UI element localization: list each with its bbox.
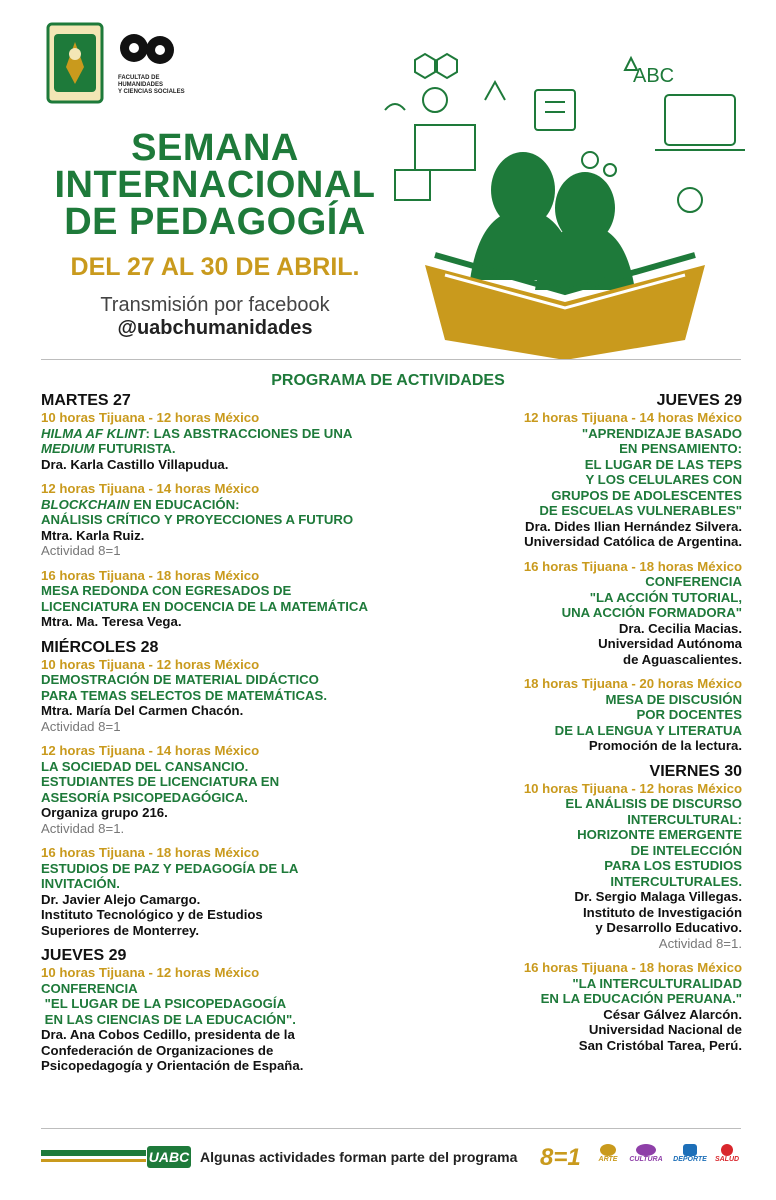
heart-icon <box>721 1144 733 1156</box>
event-title-line: UNA ACCIÓN FORMADORA" <box>561 605 742 620</box>
event-note: Actividad 8=1 <box>41 718 121 734</box>
event-title <box>41 497 441 513</box>
event-speaker: Dr. Javier Alejo Camargo. <box>41 891 201 907</box>
event-speaker: Dra. Karla Castillo Villapudua. <box>41 456 229 472</box>
category-label: DEPORTE <box>673 1156 707 1163</box>
event-item <box>412 676 742 754</box>
event-speaker: Instituto de Investigación <box>583 904 742 920</box>
event-title-line: GRUPOS DE ADOLESCENTES <box>551 487 742 503</box>
event-speaker: Mtra. Ma. Teresa Vega. <box>41 614 182 629</box>
event-dates: DEL 27 AL 30 DE ABRIL. <box>70 253 360 281</box>
event-speaker: San Cristóbal Tarea, Perú. <box>578 1037 742 1053</box>
event-title-line: EN LA EDUCACIÓN PERUANA." <box>540 991 742 1006</box>
event-time: 18 horas Tijuana - 20 horas México <box>523 676 742 691</box>
event-title-line: Y LOS CELULARES CON <box>585 472 742 487</box>
event-speaker: Superiores de Monterrey. <box>41 922 200 938</box>
event-title-line: "EL LUGAR DE LA PSICOPEDAGOGÍA <box>41 996 287 1011</box>
runner-icon <box>683 1144 697 1156</box>
abc-text: ABC <box>633 65 675 87</box>
event-speaker: Mtra. María Del Carmen Chacón. <box>41 703 244 718</box>
title-part: : LAS ABSTRACCIONES DE UNA <box>145 425 353 441</box>
event-title-line: CONFERENCIA <box>645 574 742 589</box>
title-emphasis: HILMA AF KLINT <box>41 425 146 441</box>
event-item <box>41 568 441 630</box>
event-time: 10 horas Tijuana - 12 horas México <box>41 410 260 425</box>
event-time: 16 horas Tijuana - 18 horas México <box>41 845 260 860</box>
event-speaker: César Gálvez Alarcón. <box>603 1006 742 1022</box>
event-time: 16 horas Tijuana - 18 horas México <box>523 960 742 975</box>
right-column <box>412 392 742 1062</box>
title-line-1: SEMANA <box>131 127 299 169</box>
event-title-line: MESA DE DISCUSIÓN <box>605 691 742 707</box>
event-time: 10 horas Tijuana - 12 horas México <box>41 656 260 672</box>
event-speaker: Universidad Católica de Argentina. <box>524 534 742 549</box>
event-item <box>412 960 742 1053</box>
event-speaker: Instituto Tecnológico y de Estudios <box>41 907 263 922</box>
event-title-line: PARA LOS ESTUDIOS <box>604 858 742 873</box>
faculty-line-3: Y CIENCIAS SOCIALES <box>118 89 185 95</box>
event-speaker: y Desarrollo Educativo. <box>595 920 742 935</box>
event-speaker: Mtra. Karla Ruiz. <box>41 527 145 543</box>
day-heading-wednesday: MIÉRCOLES 28 <box>41 638 159 656</box>
event-speaker: de Aguascalientes. <box>623 651 742 667</box>
footer-divider <box>41 1128 741 1129</box>
page-title <box>20 127 410 243</box>
event-item <box>41 481 441 559</box>
event-speaker: Dra. Ana Cobos Cedillo, presidenta de la <box>41 1027 295 1042</box>
uabc-shield-logo <box>46 22 104 104</box>
title-part: FUTURISTA. <box>94 441 176 456</box>
event-title-line: PARA TEMAS SELECTOS DE MATEMÁTICAS. <box>41 687 327 703</box>
category-cultura <box>626 1144 666 1163</box>
event-title-line: INTERCULTURAL: <box>627 811 742 827</box>
event-time: 16 horas Tijuana - 18 horas México <box>523 558 742 574</box>
event-title-line: INVITACIÓN. <box>41 876 120 891</box>
event-time: 10 horas Tijuana - 12 horas México <box>523 780 742 796</box>
event-time: 12 horas Tijuana - 14 horas México <box>41 743 260 758</box>
program-logo-text: 8=1 <box>540 1144 581 1171</box>
event-title-line: "APRENDIZAJE BASADO <box>581 425 742 441</box>
event-item <box>41 410 441 472</box>
event-title-line: DEMOSTRACIÓN DE MATERIAL DIDÁCTICO <box>41 672 319 687</box>
event-time: 16 horas Tijuana - 18 horas México <box>41 567 260 583</box>
left-column <box>41 392 441 1083</box>
event-time: 12 horas Tijuana - 14 horas México <box>523 410 742 425</box>
event-time: 12 horas Tijuana - 14 horas México <box>41 481 260 496</box>
event-title-line: DE ESCUELAS VULNERABLES" <box>539 503 742 518</box>
title-emphasis: BLOCKCHAIN <box>41 496 130 512</box>
event-title-line: EL ANÁLISIS DE DISCURSO <box>565 796 742 811</box>
event-title-line: ASESORÍA PSICOPEDAGÓGICA. <box>41 789 248 805</box>
title-line-2: INTERNACIONAL <box>54 164 376 206</box>
event-speaker: Dr. Sergio Malaga Villegas. <box>574 889 742 904</box>
event-speaker: Universidad Autónoma <box>598 636 742 651</box>
faculty-line-2: HUMANIDADES <box>118 82 163 88</box>
day-heading-thursday-right: JUEVES 29 <box>656 392 742 409</box>
event-speaker: Psicopedagogía y Orientación de España. <box>41 1058 304 1073</box>
event-title-line: MESA REDONDA CON EGRESADOS DE <box>41 583 292 598</box>
event-title-line: ANÁLISIS CRÍTICO Y PROYECCIONES A FUTURO <box>41 512 354 527</box>
category-label: SALUD <box>714 1156 740 1163</box>
event-item <box>41 743 441 836</box>
event-title-line: LA SOCIEDAD DEL CANSANCIO. <box>41 758 249 774</box>
event-title-line: DE INTELECCIÓN <box>630 842 742 858</box>
category-deporte <box>668 1144 712 1163</box>
event-title-line: EL LUGAR DE LAS TEPS <box>584 456 742 472</box>
program-8-1-logo <box>540 1142 586 1174</box>
event-title-line: INTERCULTURALES. <box>610 873 742 889</box>
event-title-line: EN PENSAMIENTO: <box>619 441 742 456</box>
title-emphasis: MEDIUM <box>41 441 95 456</box>
event-speaker: Promoción de la lectura. <box>588 738 742 753</box>
event-item <box>41 845 441 938</box>
event-note: Actividad 8=1. <box>41 820 125 836</box>
faculty-line-1: FACULTAD DE <box>118 75 160 81</box>
uabc-footer-logo <box>41 1146 191 1170</box>
event-note: Actividad 8=1. <box>658 935 742 951</box>
event-title <box>41 426 441 457</box>
header-divider <box>41 359 741 360</box>
stream-line: Transmisión por facebook <box>100 294 330 316</box>
faculty-logo <box>118 30 208 100</box>
event-title-line: "LA ACCIÓN TUTORIAL, <box>589 589 742 605</box>
event-item <box>41 965 441 1074</box>
uabc-logo-text: UABC <box>147 1146 191 1168</box>
event-item <box>41 657 441 735</box>
facebook-handle[interactable]: @uabchumanidades <box>117 317 313 339</box>
palette-icon <box>600 1144 616 1156</box>
event-title-line: CONFERENCIA <box>41 980 138 996</box>
event-title-line: HORIZONTE EMERGENTE <box>577 827 742 842</box>
event-title-line: "LA INTERCULTURALIDAD <box>572 975 742 991</box>
title-line-3: DE PEDAGOGÍA <box>64 201 366 243</box>
footer-text: Algunas actividades forman parte del programa <box>200 1149 518 1165</box>
category-salud <box>712 1144 742 1163</box>
event-speaker: Organiza grupo 216. <box>41 805 168 820</box>
event-item <box>412 781 742 952</box>
education-illustration <box>375 40 755 360</box>
event-speaker: Dra. Dides Ilian Hernández Silvera. <box>525 518 742 534</box>
day-heading-tuesday: MARTES 27 <box>41 392 131 409</box>
category-label: CULTURA <box>629 1156 663 1163</box>
event-item <box>412 410 742 550</box>
event-title-line: LICENCIATURA EN DOCENCIA DE LA MATEMÁTICA <box>41 598 368 614</box>
event-time: 10 horas Tijuana - 12 horas México <box>41 965 260 980</box>
event-item <box>412 559 742 668</box>
event-note: Actividad 8=1 <box>41 543 121 558</box>
category-label: ARTE <box>598 1156 618 1163</box>
day-heading-friday: VIERNES 30 <box>649 762 742 780</box>
program-title: PROGRAMA DE ACTIVIDADES <box>271 372 505 389</box>
event-title-line: EN LAS CIENCIAS DE LA EDUCACIÓN". <box>41 1011 296 1027</box>
title-part: EN EDUCACIÓN: <box>129 496 240 512</box>
event-speaker: Confederación de Organizaciones de <box>41 1042 274 1058</box>
event-speaker: Dra. Cecilia Macias. <box>618 620 742 636</box>
day-heading-thursday: JUEVES 29 <box>41 947 127 964</box>
category-arte <box>592 1144 624 1163</box>
masks-icon <box>636 1144 656 1156</box>
event-title-line: POR DOCENTES <box>636 707 742 722</box>
event-speaker: Universidad Nacional de <box>588 1022 742 1037</box>
event-title-line: ESTUDIOS DE PAZ Y PEDAGOGÍA DE LA <box>41 860 299 876</box>
category-icons <box>592 1144 742 1174</box>
event-title-line: DE LA LENGUA Y LITERATUA <box>554 722 742 738</box>
event-title-line: ESTUDIANTES DE LICENCIATURA EN <box>41 774 280 789</box>
